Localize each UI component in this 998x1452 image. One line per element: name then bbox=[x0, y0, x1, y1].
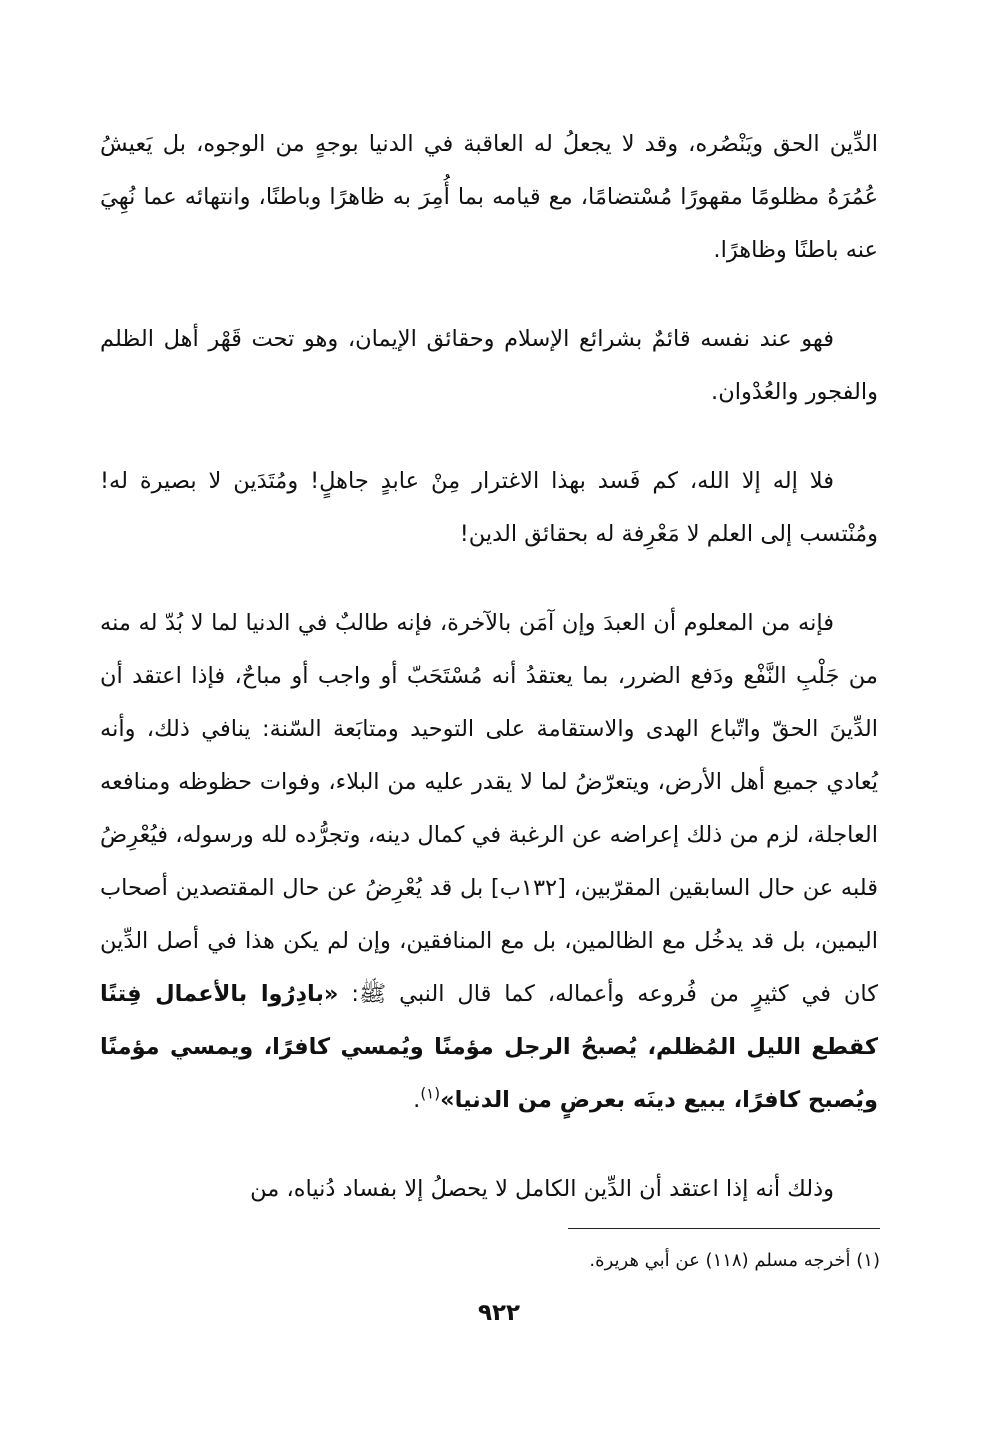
paragraph-1 bbox=[100, 118, 878, 277]
hadith-quote: «بادِرُوا بالأعمال فِتنًا كقطع الليل المُظلم، يُصبحُ الرجل مؤمنًا ويُمسي كافرًا، ويمسي مؤمنًا ويُصبح كافرًا، يبيع دينَه بعرضٍ من الدنيا» bbox=[100, 981, 878, 1113]
paragraph-4 bbox=[100, 597, 878, 1127]
paragraph-3 bbox=[100, 455, 878, 561]
footnote bbox=[120, 1246, 880, 1276]
paragraph-2 bbox=[100, 313, 878, 419]
footnote-text: (١) أخرجه مسلم (١١٨) عن أبي هريرة. bbox=[589, 1250, 880, 1271]
paragraph-5-text: وذلك أنه إذا اعتقد أن الدِّين الكامل لا يحصلُ إلا بفساد دُنياه، من bbox=[250, 1176, 834, 1202]
paragraph-4-text: فإنه من المعلوم أن العبدَ وإن آمَن بالآخرة، فإنه طالبٌ في الدنيا لما لا بُدّ له منه من جَلْبِ النَّفْع ودَفع الضرر، بما يعتقدُ أنه مُسْتَحَبّ أو واجب أو مباحٌ، فإذا اعتقد أن الدِّينَ الحقّ واتّباع الهدى والاستقامة على التوحيد ومتابَعة السّنة: ينافي ذلك، وأنه يُعادي جميع أهل الأرض، ويتعرّضُ لما لا يقدر عليه من البلاء، وفوات حظوظه ومنافعه العاجلة، لزم من ذلك إعراضه عن الرغبة في كمال دينه، وتجرُّده لله ورسوله، فيُعْرِضُ قلبه عن حال السابقين المقرّبين، [١٣٢ب] بل قد يُعْرِضُ عن حال المقتصدين أصحاب اليمين، بل قد يدخُل مع الظالمين، بل مع المنافقين، وإن لم يكن هذا في أصل الدِّين كان في كثيرٍ من فُروعه وأعماله، كما قال النبي ﷺ: bbox=[100, 610, 878, 1007]
footnote-divider bbox=[568, 1228, 880, 1229]
paragraph-4-tail: . bbox=[413, 1087, 421, 1113]
paragraph-3-text: فلا إله إلا الله، كم فَسد بهذا الاغترار مِنْ عابدٍ جاهلٍ! ومُتَدَين لا بصيرة له! ومُنْتسب إلى العلم لا مَعْرِفة له بحقائق الدين! bbox=[100, 468, 878, 547]
paragraph-1-text: الدِّين الحق ويَنْصُره، وقد لا يجعلُ له العاقبة في الدنيا بوجهٍ من الوجوه، بل يَعيشُ عُمُرَهُ مظلومًا مقهورًا مُسْتضامًا، مع قيامه بما أُمِرَ به ظاهرًا وباطنًا، وانتهائه عما نُهِيَ عنه باطنًا وظاهرًا. bbox=[100, 131, 878, 263]
footnote-reference[interactable]: (١) bbox=[420, 1084, 441, 1103]
paragraph-5 bbox=[100, 1163, 878, 1216]
page-number: ٩٢٢ bbox=[477, 1300, 521, 1326]
main-text bbox=[100, 118, 878, 1252]
paragraph-2-text: فهو عند نفسه قائمٌ بشرائع الإسلام وحقائق الإيمان، وهو تحت قَهْر أهل الظلم والفجور والعُدْوان. bbox=[100, 326, 878, 405]
